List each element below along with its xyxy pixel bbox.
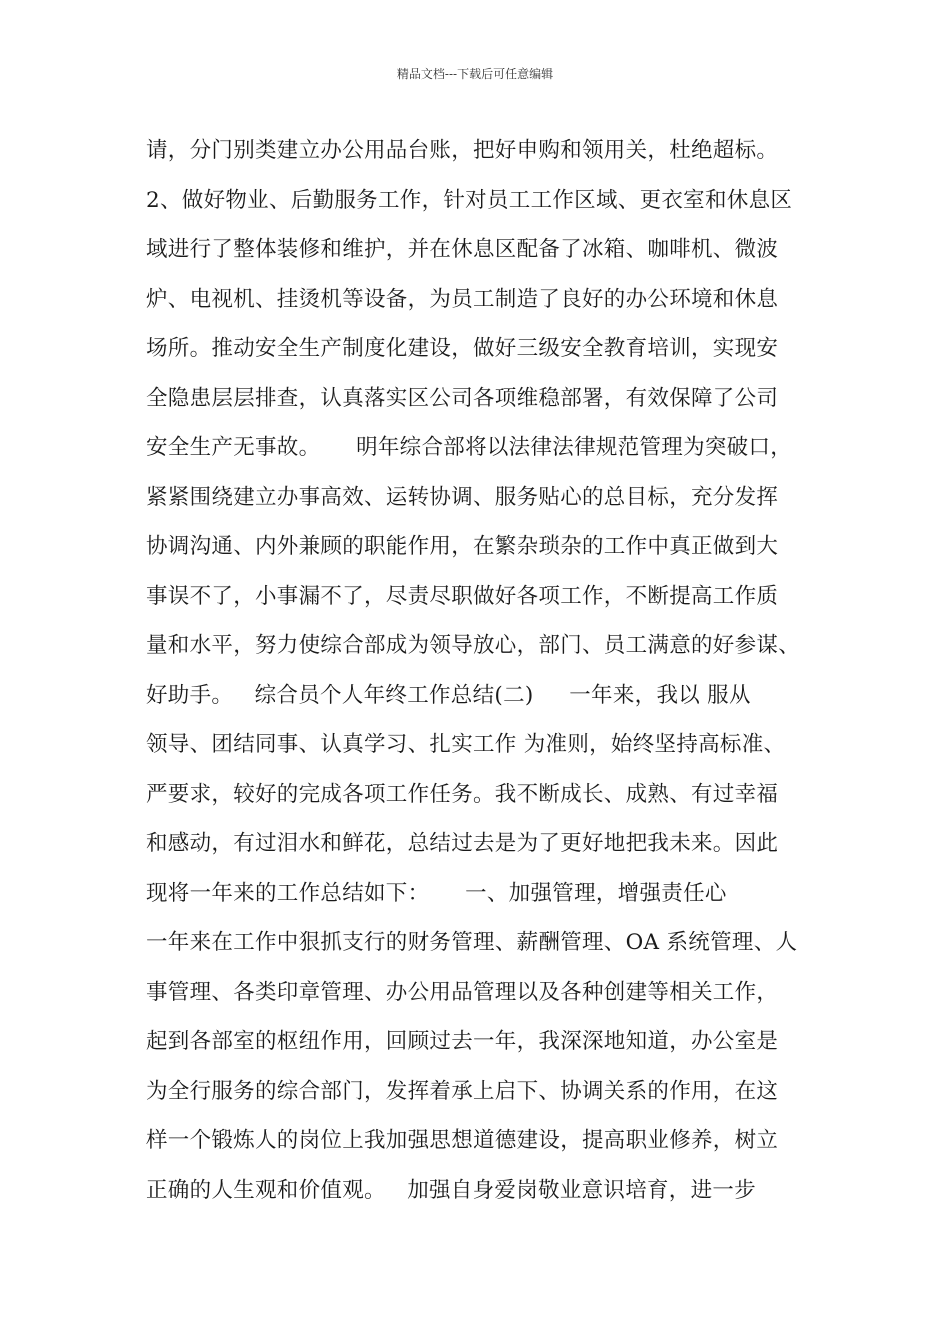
text-line: 领导、团结同事、认真学习、扎实工作 为准则，始终坚持高标准、 <box>146 732 786 757</box>
text-line: 协调沟通、内外兼顾的职能作用，在繁杂琐杂的工作中真正做到大 <box>146 534 779 559</box>
text-line: 量和水平，努力使综合部成为领导放心，部门、员工满意的好参谋、 <box>146 633 801 658</box>
text-line: 好助手。 综合员个人年终工作总结(二) 一年来，我以 服从 <box>146 682 751 708</box>
text-line: 为全行服务的综合部门，发挥着承上启下、协调关系的作用，在这 <box>146 1078 779 1104</box>
text-line: 现将一年来的工作总结如下： 一、加强管理，增强责任心 <box>146 880 727 906</box>
text-line: 场所。推动安全生产制度化建设，做好三级安全教育培训，实现安 <box>146 336 779 361</box>
text-line: 安全生产无事故。 明年综合部将以法律法律规范管理为突破口， <box>146 435 793 460</box>
text-line: 正确的人生观和价值观。 加强自身爱岗敬业意识培育，进一步 <box>146 1177 757 1203</box>
text-line: 炉、电视机、挂烫机等设备，为员工制造了良好的办公环境和休息 <box>146 286 779 312</box>
text-line: 紧紧围绕建立办事高效、运转协调、服务贴心的总目标，充分发挥 <box>146 484 779 510</box>
text-line: 域进行了整体装修和维护，并在休息区配备了冰箱、咖啡机、微波 <box>146 237 779 262</box>
text-line: 和感动，有过泪水和鲜花，总结过去是为了更好地把我未来。因此 <box>146 831 779 856</box>
text-line: 起到各部室的枢纽作用，回顾过去一年，我深深地知道，办公室是 <box>146 1029 779 1054</box>
text-line: 2、做好物业、后勤服务工作，针对员工工作区域、更衣室和休息区 <box>146 187 793 213</box>
text-line: 全隐患层层排查，认真落实区公司各项维稳部署，有效保障了公司 <box>146 385 779 411</box>
text-line: 样一个锻炼人的岗位上我加强思想道德建设，提高职业修养，树立 <box>146 1128 779 1153</box>
text-line: 一年来在工作中狠抓支行的财务管理、薪酬管理、OA 系统管理、人 <box>146 930 798 955</box>
body-text <box>146 126 846 1215</box>
text-line: 事管理、各类印章管理、办公用品管理以及各种创建等相关工作， <box>146 979 779 1005</box>
text-line: 严要求，较好的完成各项工作任务。我不断成长、成熟、有过幸福 <box>146 781 779 807</box>
text-line: 请，分门别类建立办公用品台账，把好申购和领用关，杜绝超标。 <box>146 138 779 163</box>
page-header: 精品文档---下载后可任意编辑 <box>396 67 554 81</box>
text-line: 事误不了，小事漏不了，尽责尽职做好各项工作，不断提高工作质 <box>146 583 779 609</box>
